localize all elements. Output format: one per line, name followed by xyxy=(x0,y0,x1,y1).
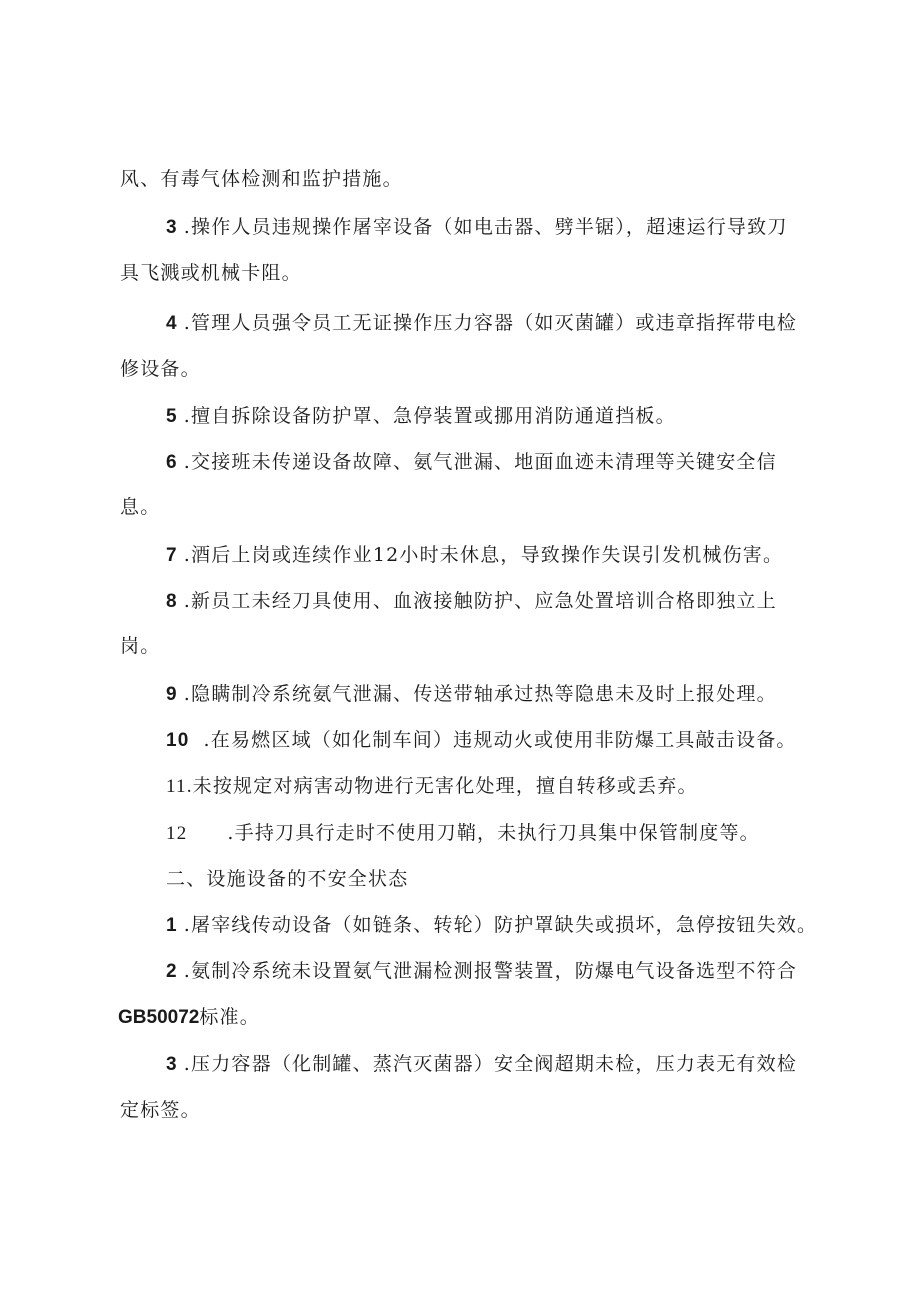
item-text: .隐瞒制冷系统氨气泄漏、传送带轴承过热等隐患未及时上报处理。 xyxy=(183,683,777,705)
line-text: 风、有毒气体检测和监护措施。 xyxy=(120,168,403,190)
item-text: 11.未按规定对病害动物进行无害化处理，擅自转移或丢弃。 xyxy=(166,776,698,797)
state-item-3-wrap xyxy=(120,1097,201,1123)
item-text-wrap: 岗。 xyxy=(120,635,161,657)
list-item-8-wrap xyxy=(120,633,160,659)
item-number: 9 xyxy=(166,684,178,705)
list-item-6 xyxy=(166,449,777,476)
list-item-7 xyxy=(166,542,783,569)
item-text-wrap: 定标签。 xyxy=(120,1099,201,1121)
item-text: .管理人员强令员工无证操作压力容器（如灭菌罐）或违章指挥带电检 xyxy=(183,312,798,334)
item-number: 2 xyxy=(166,961,178,982)
state-item-1 xyxy=(166,912,817,939)
list-item-5 xyxy=(166,403,676,430)
list-item-4 xyxy=(166,310,797,337)
list-item-8 xyxy=(166,588,777,615)
item-text: .压力容器（化制罐、蒸汽灭菌器）安全阀超期未检，压力表无有效检 xyxy=(183,1053,798,1075)
section-heading xyxy=(166,866,408,892)
item-number: 3 xyxy=(166,1054,178,1075)
standard-code: GB50072 xyxy=(118,1007,200,1028)
item-number: 1 xyxy=(166,915,178,936)
item-text: .手持刀具行走时不使用刀鞘，未执行刀具集中保管制度等。 xyxy=(227,822,760,844)
paragraph-continuation xyxy=(120,166,403,192)
item-text: .酒后上岗或连续作业12小时未休息，导致操作失误引发机械伤害。 xyxy=(183,544,784,566)
list-item-3-wrap xyxy=(120,260,302,286)
item-number: 10 xyxy=(166,730,190,751)
item-text: .擅自拆除设备防护罩、急停装置或挪用消防通道挡板。 xyxy=(183,405,676,427)
item-number: 6 xyxy=(166,452,178,473)
item-number: 5 xyxy=(166,406,178,427)
list-item-9 xyxy=(166,681,777,708)
item-text-wrap: 标准。 xyxy=(199,1006,260,1028)
state-item-2-wrap xyxy=(118,1004,260,1031)
item-number: 4 xyxy=(166,313,178,334)
item-text: .新员工未经刀具使用、血液接触防护、应急处置培训合格即独立上 xyxy=(183,590,777,612)
state-item-3 xyxy=(166,1051,797,1078)
list-item-6-wrap xyxy=(120,494,160,520)
list-item-4-wrap xyxy=(120,356,201,382)
item-number: 7 xyxy=(166,545,178,566)
item-text-wrap: 修设备。 xyxy=(120,358,201,380)
list-item-12 xyxy=(166,820,760,847)
state-item-2 xyxy=(166,958,797,985)
item-text-wrap: 具飞溅或机械卡阻。 xyxy=(120,262,302,284)
list-item-10 xyxy=(166,727,797,754)
item-text: .屠宰线传动设备（如链条、转轮）防护罩缺失或损坏，急停按钮失效。 xyxy=(183,914,818,936)
item-text: .在易燃区域（如化制车间）违规动火或使用非防爆工具敲击设备。 xyxy=(203,729,797,751)
item-text: .交接班未传递设备故障、氨气泄漏、地面血迹未清理等关键安全信 xyxy=(183,451,777,473)
list-item-3 xyxy=(166,214,788,241)
item-number: 8 xyxy=(166,591,178,612)
section-title: 二、设施设备的不安全状态 xyxy=(166,868,409,890)
item-text: .氨制冷系统未设置氨气泄漏检测报警装置，防爆电气设备选型不符合 xyxy=(183,960,798,982)
item-number: 12 xyxy=(166,823,188,844)
item-text: .操作人员违规操作屠宰设备（如电击器、劈半锯），超速运行导致刀 xyxy=(183,216,788,238)
list-item-11 xyxy=(166,773,698,800)
item-text-wrap: 息。 xyxy=(120,496,161,518)
item-number: 3 xyxy=(166,217,178,238)
